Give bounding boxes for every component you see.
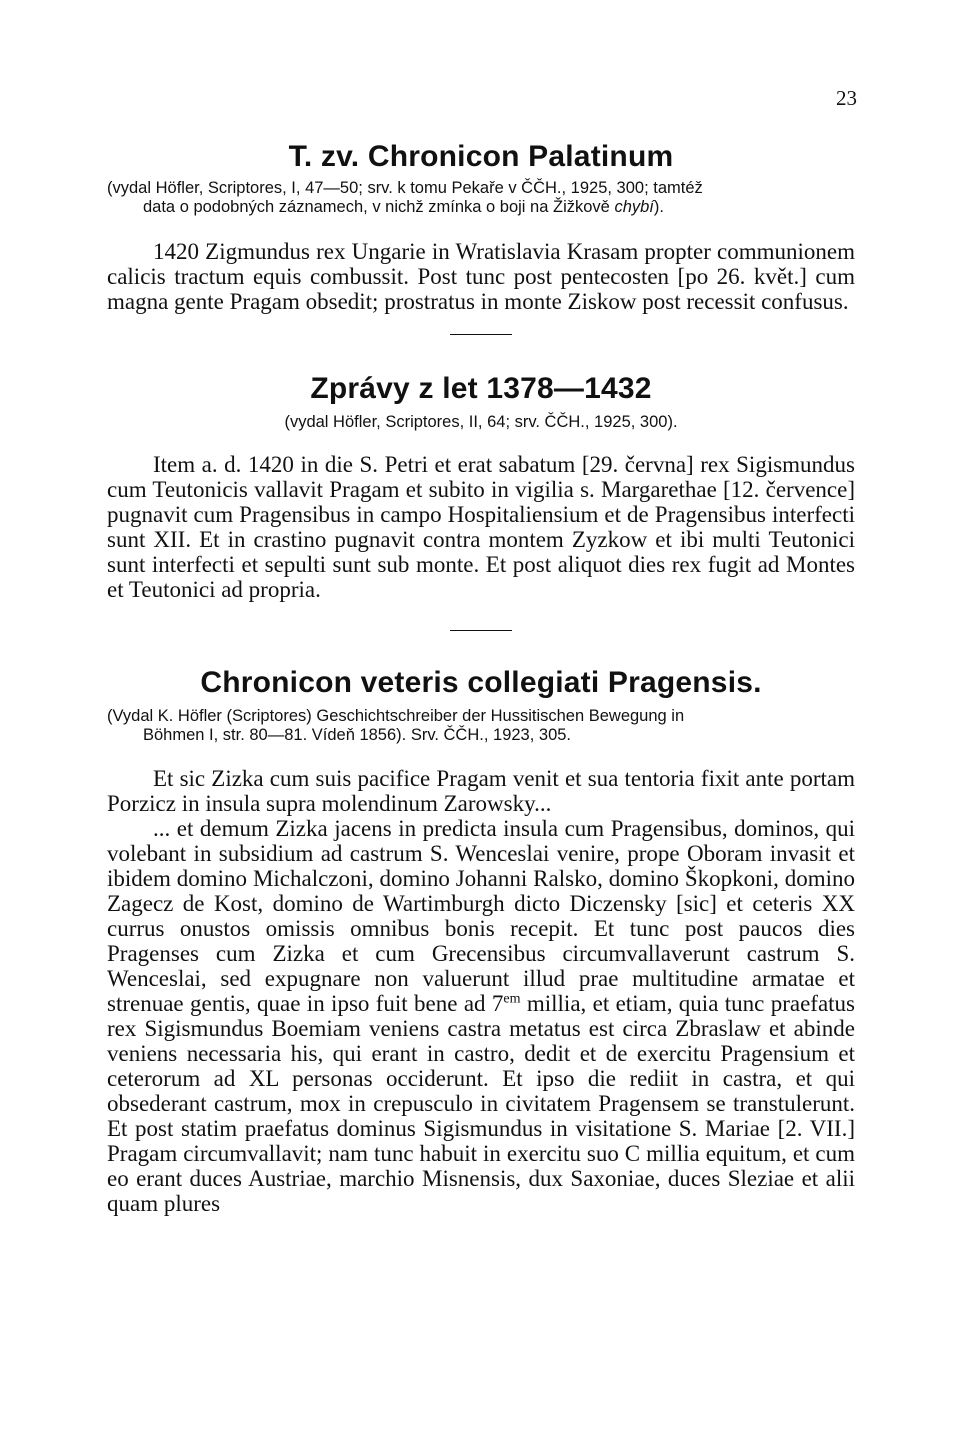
section-text-chronicon-palatinum — [107, 239, 855, 314]
section-note-chronicon-palatinum — [107, 179, 855, 217]
section-divider — [450, 334, 512, 335]
section-note-zpravy: (vydal Höfler, Scriptores, II, 64; srv. ČČH., 1925, 300). — [284, 413, 678, 431]
page-number: 23 — [836, 86, 857, 110]
note-line: (Vydal K. Höfler (Scriptores) Geschichtschreiber der Hussitischen Bewegung in — [107, 707, 685, 725]
section-text-zpravy — [107, 452, 855, 602]
section-note-chronicon-veteris — [107, 707, 855, 745]
paragraph-text: ... et demum Zizka jacens in predicta insula cum Pragensibus, dominos, qui volebant in subsidium ad castrum S. Wenceslai venire, prope Oboram invasit et ibidem domino Michalczoni, domino Johanni Ralsko, domino Škopkoni, domino Zagecz de Kost, domino de Wartimburgh dicto Diczensky [sic] et ceteris XX currus onustos omissis omnibus bonis recepit. Et tunc post paucos dies Pragenses cum Zizka et cum Grecensibus circumvallaverunt castrum S. Wenceslai, sed expugnare non valuerunt illud prae multitudine armatae et strenuae gentis, quae in ipso fuit bene ad 7 — [107, 816, 855, 1016]
paragraph-text: millia, et etiam, quia tunc praefatus rex Sigismundus Boemiam veniens castra metatus est circa Zbraslaw et abinde veniens necessaria his, qui erant in castro, dedit et de exercitu Pragensium et ceterorum ad XL personas occiderunt. Et ipso die rediit in castra, et qui obsederant castrum, mox in crepusculo in civitatem Pragensem se transtulerunt. Et post statim praefatus dominus Sigismundus in visitatione S. Mariae [2. VII.] Pragam circumvallavit; nam tunc habuit in exercitu suo C millia equitum, et cum eo erant duces Austriae, marchio Misnensis, dux Saxoniae, duces Sleziae et alii quam plures — [107, 991, 855, 1216]
note-line: Böhmen I, str. 80—81. Vídeň 1856). Srv. ČČH., 1923, 305. — [143, 726, 572, 744]
note-italic: chybí — [614, 198, 654, 216]
note-line — [107, 198, 855, 217]
page-content — [107, 0, 855, 1216]
paragraph — [107, 816, 855, 1216]
paragraph: Et sic Zizka cum suis pacifice Pragam venit et sua tentoria fixit ante portam Porzicz in insula supra molendinum Zarowsky... — [107, 766, 855, 816]
section-title-chronicon-palatinum: T. zv. Chronicon Palatinum — [288, 140, 674, 173]
section-text-chronicon-veteris — [107, 766, 855, 1216]
paragraph: Item a. d. 1420 in die S. Petri et erat sabatum [29. června] rex Sigismundus cum Teutonicis vallavit Pragam et subito in vigilia s. Margarethae [12. července] pugnavit cum Pragensibus in campo Hospitaliensium et de Pragensibus interfecti sunt XII. Et in crastino pugnavit contra montem Zyzkow et ibi multi Teutonici sunt interfecti et sepulti sunt sub monte. Et post aliquot dies rex fugit ad Montes et Teutonici ad propria. — [107, 452, 855, 602]
note-text: data o podobných záznamech, v nichž zmínka o boji na Žižkově — [143, 198, 615, 216]
superscript: em — [503, 991, 521, 1007]
section-title-zpravy: Zprávy z let 1378—1432 — [310, 372, 652, 405]
note-text: ). — [653, 198, 664, 216]
section-divider — [450, 630, 512, 631]
note-line: (vydal Höfler, Scriptores, I, 47—50; srv. k tomu Pekaře v ČČH., 1925, 300; tamtéž — [107, 179, 703, 197]
paragraph: 1420 Zigmundus rex Ungarie in Wratislavia Krasam propter communionem calicis tractum equis combussit. Post tunc post pentecosten [po 26. květ.] cum magna gente Pragam obsedit; prostratus in monte Ziskow post recessit confusus. — [107, 239, 855, 314]
section-title-chronicon-veteris: Chronicon veteris collegiati Pragensis. — [200, 666, 762, 699]
